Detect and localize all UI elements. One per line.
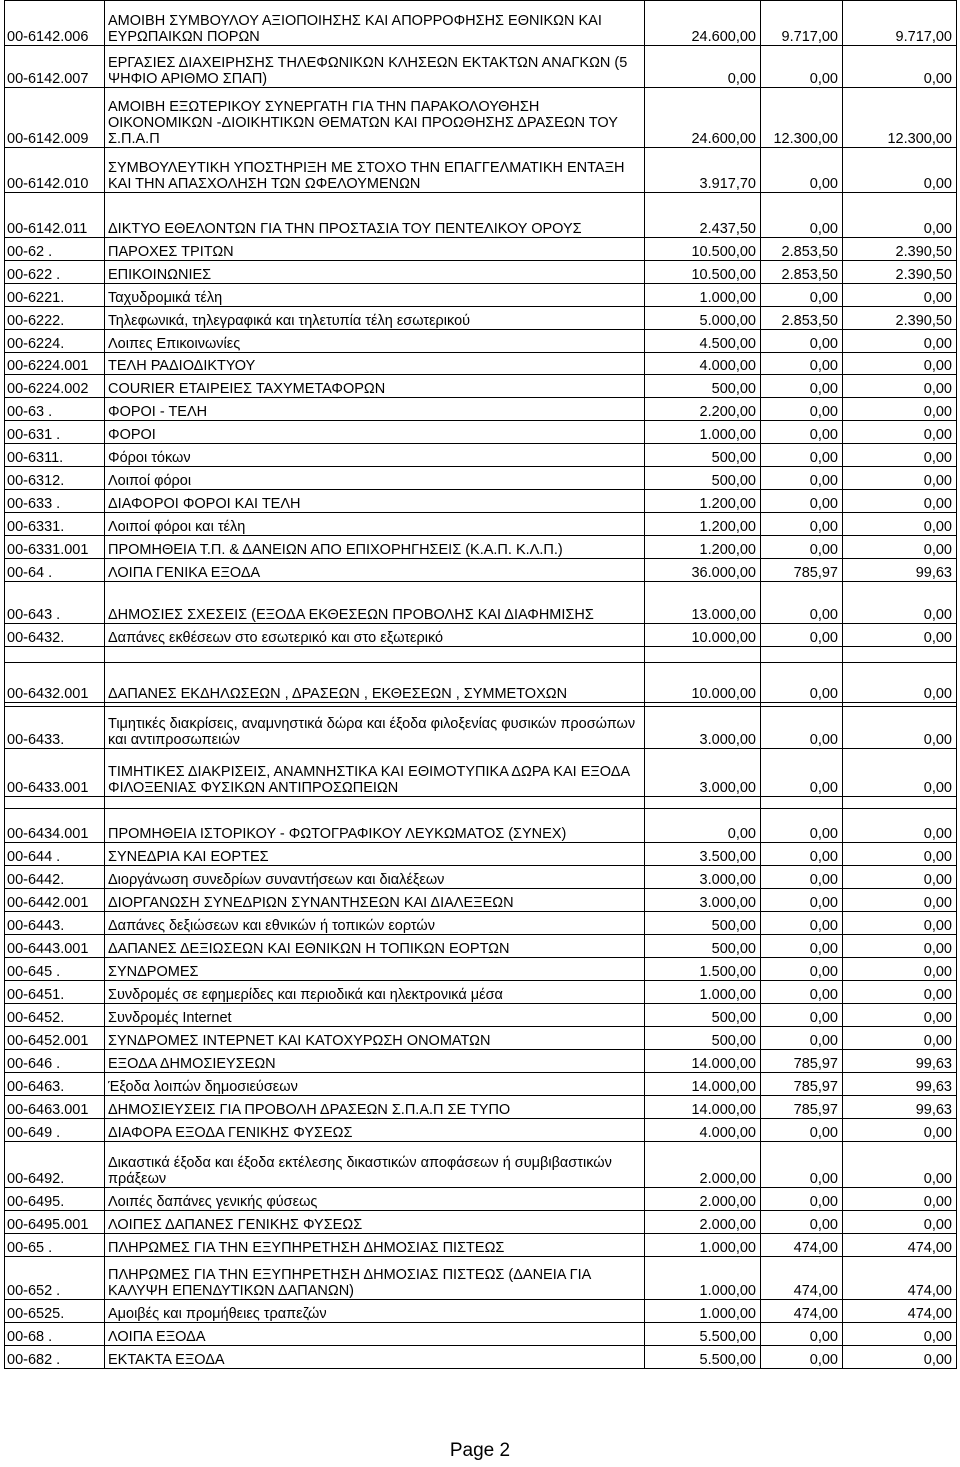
table-row <box>5 866 957 889</box>
account-description: COURIER ΕΤΑΙΡΕΙΕΣ ΤΑΧΥΜΕΤΑΦΟΡΩΝ <box>105 375 645 398</box>
account-description: ΕΡΓΑΣΙΕΣ ΔΙΑΧΕΙΡΗΣΗΣ ΤΗΛΕΦΩΝΙΚΩΝ ΚΛΗΣΕΩΝ ΕΚΤΑΚΤΩΝ ΑΝΑΓΚΩΝ (5 ΨΗΦΙΟ ΑΡΙΘΜΟ ΣΠΑΠ) <box>105 46 645 88</box>
amount-paid: 0,00 <box>843 1004 957 1027</box>
account-description: ΕΞΟΔΑ ΔΗΜΟΣΙΕΥΣΕΩΝ <box>105 1050 645 1073</box>
amount-paid: 0,00 <box>843 582 957 624</box>
account-code: 00-6142.007 <box>5 46 105 88</box>
amount-committed: 474,00 <box>761 1257 843 1300</box>
table-row <box>5 1119 957 1142</box>
table-row <box>5 912 957 935</box>
amount-budgeted: 500,00 <box>645 375 761 398</box>
table-row <box>5 935 957 958</box>
table-row <box>5 193 957 238</box>
account-description: ΠΑΡΟΧΕΣ ΤΡΙΤΩΝ <box>105 238 645 261</box>
amount-paid: 0,00 <box>843 843 957 866</box>
amount-budgeted: 5.500,00 <box>645 1346 761 1369</box>
account-code: 00-6452. <box>5 1004 105 1027</box>
account-description: ΔΑΠΑΝΕΣ ΔΕΞΙΩΣΕΩΝ ΚΑΙ ΕΘΝΙΚΩΝ Η ΤΟΠΙΚΩΝ ΕΟΡΤΩΝ <box>105 935 645 958</box>
account-description: ΣΥΜΒΟΥΛΕΥΤΙΚΗ ΥΠΟΣΤΗΡΙΞΗ ΜΕ ΣΤΟΧΟ ΤΗΝ ΕΠΑΓΓΕΛΜΑΤΙΚΗ ΕΝΤΑΞΗ ΚΑΙ ΤΗΝ ΑΠΑΣΧΟΛΗΣΗ ΤΩΝ ΩΦΕΛΟΥΜΕΝΩΝ <box>105 148 645 193</box>
table-row <box>5 353 957 375</box>
table-row <box>5 889 957 912</box>
table-row <box>5 582 957 624</box>
amount-committed: 785,97 <box>761 559 843 582</box>
table-row <box>5 809 957 843</box>
amount-paid: 0,00 <box>843 663 957 703</box>
amount-committed: 0,00 <box>761 284 843 307</box>
table-row <box>5 490 957 513</box>
amount-budgeted: 5.500,00 <box>645 1323 761 1346</box>
account-code: 00-6463. <box>5 1073 105 1096</box>
table-row <box>5 536 957 559</box>
amount-committed: 0,00 <box>761 1142 843 1188</box>
amount-budgeted: 14.000,00 <box>645 1073 761 1096</box>
amount-budgeted: 1.500,00 <box>645 958 761 981</box>
account-description: ΔΑΠΑΝΕΣ ΕΚΔΗΛΩΣΕΩΝ , ΔΡΑΣΕΩΝ , ΕΚΘΕΣΕΩΝ , ΣΥΜΜΕΤΟΧΩΝ <box>105 663 645 703</box>
account-code: 00-633 . <box>5 490 105 513</box>
table-row <box>5 88 957 148</box>
account-code: 00-6331.001 <box>5 536 105 559</box>
amount-paid: 0,00 <box>843 889 957 912</box>
account-code: 00-644 . <box>5 843 105 866</box>
amount-budgeted: 1.000,00 <box>645 1300 761 1323</box>
account-code: 00-6142.011 <box>5 193 105 238</box>
account-code: 00-6443.001 <box>5 935 105 958</box>
amount-committed: 0,00 <box>761 749 843 797</box>
amount-paid: 2.390,50 <box>843 238 957 261</box>
empty-cell <box>105 647 645 663</box>
account-code: 00-62 . <box>5 238 105 261</box>
amount-committed: 0,00 <box>761 148 843 193</box>
amount-committed: 474,00 <box>761 1300 843 1323</box>
amount-budgeted: 1.000,00 <box>645 284 761 307</box>
amount-paid: 99,63 <box>843 1073 957 1096</box>
amount-committed: 0,00 <box>761 46 843 88</box>
amount-paid: 0,00 <box>843 193 957 238</box>
amount-paid: 0,00 <box>843 624 957 647</box>
account-code: 00-63 . <box>5 398 105 421</box>
amount-budgeted: 1.200,00 <box>645 513 761 536</box>
amount-committed: 0,00 <box>761 707 843 749</box>
account-code: 00-6142.006 <box>5 1 105 46</box>
amount-budgeted: 2.000,00 <box>645 1211 761 1234</box>
amount-committed: 2.853,50 <box>761 307 843 330</box>
amount-paid: 0,00 <box>843 467 957 490</box>
amount-budgeted: 500,00 <box>645 467 761 490</box>
amount-committed: 0,00 <box>761 536 843 559</box>
amount-budgeted: 14.000,00 <box>645 1050 761 1073</box>
account-description: Τηλεφωνικά, τηλεγραφικά και τηλετυπία τέλη εσωτερικού <box>105 307 645 330</box>
amount-committed: 0,00 <box>761 958 843 981</box>
amount-paid: 0,00 <box>843 148 957 193</box>
table-row <box>5 624 957 647</box>
amount-budgeted: 13.000,00 <box>645 582 761 624</box>
amount-committed: 0,00 <box>761 330 843 353</box>
amount-committed: 0,00 <box>761 1323 843 1346</box>
amount-committed: 2.853,50 <box>761 238 843 261</box>
account-description: ΛΟΙΠΑ ΕΞΟΔΑ <box>105 1323 645 1346</box>
amount-committed: 0,00 <box>761 866 843 889</box>
amount-paid: 474,00 <box>843 1257 957 1300</box>
table-row <box>5 1027 957 1050</box>
amount-committed: 2.853,50 <box>761 261 843 284</box>
table-row <box>5 559 957 582</box>
account-description: ΣΥΝΔΡΟΜΕΣ <box>105 958 645 981</box>
empty-cell <box>843 647 957 663</box>
amount-committed: 785,97 <box>761 1073 843 1096</box>
table-row <box>5 261 957 284</box>
account-description: Φόροι τόκων <box>105 444 645 467</box>
amount-committed: 12.300,00 <box>761 88 843 148</box>
table-row <box>5 663 957 703</box>
amount-committed: 0,00 <box>761 1119 843 1142</box>
account-code: 00-6224. <box>5 330 105 353</box>
account-code: 00-643 . <box>5 582 105 624</box>
table-row <box>5 1323 957 1346</box>
account-code: 00-68 . <box>5 1323 105 1346</box>
account-code: 00-6142.009 <box>5 88 105 148</box>
account-code: 00-652 . <box>5 1257 105 1300</box>
account-description: ΤΕΛΗ ΡΑΔΙΟΔΙΚΤΥΟΥ <box>105 353 645 375</box>
amount-budgeted: 3.000,00 <box>645 749 761 797</box>
amount-paid: 474,00 <box>843 1300 957 1323</box>
account-description: Τιμητικές διακρίσεις, αναμνηστικά δώρα και έξοδα φιλοξενίας φυσικών προσώπων και αντιπροσωπειών <box>105 707 645 749</box>
amount-paid: 0,00 <box>843 1211 957 1234</box>
amount-budgeted: 3.000,00 <box>645 866 761 889</box>
account-description: Λοιπες Επικοινωνίες <box>105 330 645 353</box>
table-row <box>5 467 957 490</box>
account-description: Ταχυδρομικά τέλη <box>105 284 645 307</box>
amount-committed: 474,00 <box>761 1234 843 1257</box>
amount-budgeted: 3.000,00 <box>645 889 761 912</box>
account-code: 00-6432.001 <box>5 663 105 703</box>
amount-paid: 0,00 <box>843 912 957 935</box>
amount-paid: 0,00 <box>843 46 957 88</box>
table-row <box>5 1257 957 1300</box>
amount-committed: 0,00 <box>761 513 843 536</box>
amount-committed: 0,00 <box>761 193 843 238</box>
amount-committed: 0,00 <box>761 1027 843 1050</box>
table-row <box>5 307 957 330</box>
amount-committed: 0,00 <box>761 421 843 444</box>
amount-paid: 0,00 <box>843 490 957 513</box>
account-description: ΠΡΟΜΗΘΕΙΑ Τ.Π. & ΔΑΝΕΙΩΝ ΑΠΟ ΕΠΙΧΟΡΗΓΗΣΕΙΣ (Κ.Α.Π. Κ.Λ.Π.) <box>105 536 645 559</box>
account-description: ΔΙΚΤΥΟ ΕΘΕΛΟΝΤΩΝ ΓΙΑ ΤΗΝ ΠΡΟΣΤΑΣΙΑ ΤΟΥ ΠΕΝΤΕΛΙΚΟΥ ΟΡΟΥΣ <box>105 193 645 238</box>
account-description: Λοιποί φόροι <box>105 467 645 490</box>
account-code: 00-649 . <box>5 1119 105 1142</box>
account-code: 00-6442.001 <box>5 889 105 912</box>
amount-budgeted: 2.200,00 <box>645 398 761 421</box>
amount-committed: 0,00 <box>761 398 843 421</box>
amount-budgeted: 4.000,00 <box>645 353 761 375</box>
table-row <box>5 238 957 261</box>
account-code: 00-6433.001 <box>5 749 105 797</box>
budget-table-body <box>5 1 957 1369</box>
amount-budgeted: 2.000,00 <box>645 1142 761 1188</box>
amount-budgeted: 3.917,70 <box>645 148 761 193</box>
account-code: 00-682 . <box>5 1346 105 1369</box>
amount-paid: 0,00 <box>843 536 957 559</box>
account-description: ΔΗΜΟΣΙΕΥΣΕΙΣ ΓΙΑ ΠΡΟΒΟΛΗ ΔΡΑΣΕΩΝ Σ.Π.Α.Π ΣΕ ΤΥΠΟ <box>105 1096 645 1119</box>
amount-budgeted: 4.000,00 <box>645 1119 761 1142</box>
amount-paid: 2.390,50 <box>843 261 957 284</box>
account-description: Έξοδα λοιπών δημοσιεύσεων <box>105 1073 645 1096</box>
amount-paid: 12.300,00 <box>843 88 957 148</box>
table-row <box>5 1188 957 1211</box>
amount-budgeted: 0,00 <box>645 46 761 88</box>
table-row <box>5 398 957 421</box>
table-row <box>5 1211 957 1234</box>
account-description: ΛΟΙΠΑ ΓΕΝΙΚΑ ΕΞΟΔΑ <box>105 559 645 582</box>
table-row <box>5 843 957 866</box>
account-code: 00-631 . <box>5 421 105 444</box>
amount-budgeted: 10.500,00 <box>645 238 761 261</box>
amount-committed: 0,00 <box>761 935 843 958</box>
table-row <box>5 1300 957 1323</box>
account-code: 00-6495.001 <box>5 1211 105 1234</box>
table-row <box>5 148 957 193</box>
account-code: 00-645 . <box>5 958 105 981</box>
amount-paid: 0,00 <box>843 1323 957 1346</box>
empty-cell <box>645 647 761 663</box>
amount-committed: 0,00 <box>761 843 843 866</box>
empty-cell <box>761 797 843 809</box>
table-row <box>5 375 957 398</box>
amount-committed: 9.717,00 <box>761 1 843 46</box>
account-description: Λοιποί φόροι και τέλη <box>105 513 645 536</box>
amount-paid: 99,63 <box>843 1050 957 1073</box>
row-gap <box>5 647 957 663</box>
amount-budgeted: 4.500,00 <box>645 330 761 353</box>
empty-cell <box>761 647 843 663</box>
amount-budgeted: 3.500,00 <box>645 843 761 866</box>
amount-paid: 0,00 <box>843 1027 957 1050</box>
table-row <box>5 1073 957 1096</box>
table-row <box>5 958 957 981</box>
account-code: 00-622 . <box>5 261 105 284</box>
account-code: 00-6432. <box>5 624 105 647</box>
amount-paid: 2.390,50 <box>843 307 957 330</box>
empty-cell <box>5 797 105 809</box>
amount-committed: 0,00 <box>761 375 843 398</box>
amount-paid: 9.717,00 <box>843 1 957 46</box>
table-row <box>5 513 957 536</box>
account-code: 00-6311. <box>5 444 105 467</box>
amount-budgeted: 1.000,00 <box>645 1257 761 1300</box>
account-description: ΣΥΝΕΔΡΙΑ ΚΑΙ ΕΟΡΤΕΣ <box>105 843 645 866</box>
amount-committed: 0,00 <box>761 582 843 624</box>
table-row <box>5 749 957 797</box>
amount-budgeted: 24.600,00 <box>645 1 761 46</box>
amount-committed: 0,00 <box>761 663 843 703</box>
amount-budgeted: 10.000,00 <box>645 663 761 703</box>
amount-paid: 99,63 <box>843 1096 957 1119</box>
amount-committed: 0,00 <box>761 353 843 375</box>
table-row <box>5 284 957 307</box>
amount-budgeted: 500,00 <box>645 1027 761 1050</box>
amount-paid: 0,00 <box>843 513 957 536</box>
account-code: 00-6434.001 <box>5 809 105 843</box>
account-code: 00-6142.010 <box>5 148 105 193</box>
account-description: ΠΛΗΡΩΜΕΣ ΓΙΑ ΤΗΝ ΕΞΥΠΗΡΕΤΗΣΗ ΔΗΜΟΣΙΑΣ ΠΙΣΤΕΩΣ <box>105 1234 645 1257</box>
amount-budgeted: 1.000,00 <box>645 421 761 444</box>
account-description: Δαπάνες εκθέσεων στο εσωτερικό και στο εξωτερικό <box>105 624 645 647</box>
account-code: 00-6433. <box>5 707 105 749</box>
account-description: ΠΡΟΜΗΘΕΙΑ ΙΣΤΟΡΙΚΟΥ - ΦΩΤΟΓΡΑΦΙΚΟΥ ΛΕΥΚΩΜΑΤΟΣ (ΣΥΝΕΧ) <box>105 809 645 843</box>
row-gap <box>5 797 957 809</box>
amount-paid: 0,00 <box>843 981 957 1004</box>
amount-paid: 0,00 <box>843 958 957 981</box>
account-code: 00-6525. <box>5 1300 105 1323</box>
amount-budgeted: 2.000,00 <box>645 1188 761 1211</box>
amount-budgeted: 500,00 <box>645 1004 761 1027</box>
table-row <box>5 1 957 46</box>
amount-paid: 99,63 <box>843 559 957 582</box>
amount-committed: 0,00 <box>761 467 843 490</box>
account-code: 00-6312. <box>5 467 105 490</box>
empty-cell <box>5 647 105 663</box>
account-code: 00-6222. <box>5 307 105 330</box>
account-description: ΦΟΡΟΙ - ΤΕΛΗ <box>105 398 645 421</box>
table-row <box>5 1142 957 1188</box>
amount-budgeted: 24.600,00 <box>645 88 761 148</box>
account-description: Λοιπές δαπάνες γενικής φύσεως <box>105 1188 645 1211</box>
table-row <box>5 46 957 88</box>
account-code: 00-646 . <box>5 1050 105 1073</box>
table-row <box>5 981 957 1004</box>
amount-committed: 0,00 <box>761 490 843 513</box>
account-code: 00-6224.001 <box>5 353 105 375</box>
amount-committed: 0,00 <box>761 624 843 647</box>
amount-paid: 0,00 <box>843 749 957 797</box>
amount-committed: 0,00 <box>761 809 843 843</box>
amount-budgeted: 10.500,00 <box>645 261 761 284</box>
account-description: ΑΜΟΙΒΗ ΕΞΩΤΕΡΙΚΟΥ ΣΥΝΕΡΓΑΤΗ ΓΙΑ ΤΗΝ ΠΑΡΑΚΟΛΟΥΘΗΣΗ ΟΙΚΟΝΟΜΙΚΩΝ -ΔΙΟΙΚΗΤΙΚΩΝ ΘΕΜΑΤΩΝ ΚΑΙ ΠΡΟΩΘΗΣΗΣ ΔΡΑΣΕΩΝ ΤΟΥ Σ.Π.Α.Π <box>105 88 645 148</box>
account-description: Δαπάνες δεξιώσεων και εθνικών ή τοπικών εορτών <box>105 912 645 935</box>
table-row <box>5 1234 957 1257</box>
budget-table <box>4 0 957 1369</box>
amount-paid: 0,00 <box>843 398 957 421</box>
amount-paid: 0,00 <box>843 1188 957 1211</box>
amount-budgeted: 36.000,00 <box>645 559 761 582</box>
amount-paid: 0,00 <box>843 866 957 889</box>
amount-budgeted: 1.200,00 <box>645 536 761 559</box>
amount-paid: 0,00 <box>843 707 957 749</box>
account-code: 00-6492. <box>5 1142 105 1188</box>
account-description: ΛΟΙΠΕΣ ΔΑΠΑΝΕΣ ΓΕΝΙΚΗΣ ΦΥΣΕΩΣ <box>105 1211 645 1234</box>
account-code: 00-6442. <box>5 866 105 889</box>
amount-committed: 0,00 <box>761 1004 843 1027</box>
amount-paid: 0,00 <box>843 935 957 958</box>
account-description: Συνδρομές σε εφημερίδες και περιοδικά και ηλεκτρονικά μέσα <box>105 981 645 1004</box>
amount-budgeted: 500,00 <box>645 912 761 935</box>
amount-paid: 0,00 <box>843 809 957 843</box>
amount-paid: 0,00 <box>843 1119 957 1142</box>
amount-budgeted: 3.000,00 <box>645 707 761 749</box>
amount-committed: 785,97 <box>761 1096 843 1119</box>
table-row <box>5 1096 957 1119</box>
amount-paid: 0,00 <box>843 284 957 307</box>
account-code: 00-6463.001 <box>5 1096 105 1119</box>
amount-budgeted: 1.000,00 <box>645 1234 761 1257</box>
account-description: ΠΛΗΡΩΜΕΣ ΓΙΑ ΤΗΝ ΕΞΥΠΗΡΕΤΗΣΗ ΔΗΜΟΣΙΑΣ ΠΙΣΤΕΩΣ (ΔΑΝΕΙΑ ΓΙΑ ΚΑΛΥΨΗ ΕΠΕΝΔΥΤΙΚΩΝ ΔΑΠΑΝΩΝ) <box>105 1257 645 1300</box>
account-description: ΦΟΡΟΙ <box>105 421 645 444</box>
account-code: 00-6495. <box>5 1188 105 1211</box>
account-description: Αμοιβές και προμήθειες τραπεζών <box>105 1300 645 1323</box>
account-code: 00-64 . <box>5 559 105 582</box>
amount-budgeted: 500,00 <box>645 935 761 958</box>
table-row <box>5 1346 957 1369</box>
table-row <box>5 421 957 444</box>
amount-budgeted: 2.437,50 <box>645 193 761 238</box>
account-code: 00-6221. <box>5 284 105 307</box>
account-description: ΑΜΟΙΒΗ ΣΥΜΒΟΥΛΟΥ ΑΞΙΟΠΟΙΗΣΗΣ ΚΑΙ ΑΠΟΡΡΟΦΗΣΗΣ ΕΘΝΙΚΩΝ ΚΑΙ ΕΥΡΩΠΑΙΚΩΝ ΠΟΡΩΝ <box>105 1 645 46</box>
empty-cell <box>843 797 957 809</box>
amount-committed: 0,00 <box>761 1188 843 1211</box>
amount-committed: 0,00 <box>761 912 843 935</box>
amount-committed: 0,00 <box>761 889 843 912</box>
amount-budgeted: 5.000,00 <box>645 307 761 330</box>
table-row <box>5 707 957 749</box>
account-description: ΕΚΤΑΚΤΑ ΕΞΟΔΑ <box>105 1346 645 1369</box>
account-description: Δικαστικά έξοδα και έξοδα εκτέλεσης δικαστικών αποφάσεων ή συμβιβαστικών πράξεων <box>105 1142 645 1188</box>
account-description: Συνδρομές Internet <box>105 1004 645 1027</box>
amount-paid: 474,00 <box>843 1234 957 1257</box>
account-code: 00-6331. <box>5 513 105 536</box>
page-number: Page 2 <box>449 1440 511 1461</box>
amount-committed: 0,00 <box>761 444 843 467</box>
amount-budgeted: 500,00 <box>645 444 761 467</box>
account-code: 00-6451. <box>5 981 105 1004</box>
amount-budgeted: 0,00 <box>645 809 761 843</box>
account-description: ΔΗΜΟΣΙΕΣ ΣΧΕΣΕΙΣ (ΕΞΟΔΑ ΕΚΘΕΣΕΩΝ ΠΡΟΒΟΛΗΣ ΚΑΙ ΔΙΑΦΗΜΙΣΗΣ <box>105 582 645 624</box>
empty-cell <box>645 797 761 809</box>
amount-committed: 785,97 <box>761 1050 843 1073</box>
amount-paid: 0,00 <box>843 1346 957 1369</box>
account-code: 00-6443. <box>5 912 105 935</box>
account-description: ΣΥΝΔΡΟΜΕΣ ΙΝΤΕΡΝΕΤ ΚΑΙ ΚΑΤΟΧΥΡΩΣΗ ΟΝΟΜΑΤΩΝ <box>105 1027 645 1050</box>
amount-paid: 0,00 <box>843 375 957 398</box>
amount-paid: 0,00 <box>843 444 957 467</box>
account-code: 00-6452.001 <box>5 1027 105 1050</box>
account-description: Διοργάνωση συνεδρίων συναντήσεων και διαλέξεων <box>105 866 645 889</box>
account-description: ΕΠΙΚΟΙΝΩΝΙΕΣ <box>105 261 645 284</box>
amount-committed: 0,00 <box>761 981 843 1004</box>
amount-budgeted: 1.000,00 <box>645 981 761 1004</box>
amount-paid: 0,00 <box>843 330 957 353</box>
amount-paid: 0,00 <box>843 1142 957 1188</box>
empty-cell <box>105 797 645 809</box>
amount-committed: 0,00 <box>761 1346 843 1369</box>
amount-paid: 0,00 <box>843 353 957 375</box>
amount-budgeted: 1.200,00 <box>645 490 761 513</box>
account-description: ΔΙΑΦΟΡΑ ΕΞΟΔΑ ΓΕΝΙΚΗΣ ΦΥΣΕΩΣ <box>105 1119 645 1142</box>
amount-budgeted: 10.000,00 <box>645 624 761 647</box>
table-row <box>5 1004 957 1027</box>
account-code: 00-65 . <box>5 1234 105 1257</box>
account-description: ΔΙΟΡΓΑΝΩΣΗ ΣΥΝΕΔΡΙΩΝ ΣΥΝΑΝΤΗΣΕΩΝ ΚΑΙ ΔΙΑΛΕΞΕΩΝ <box>105 889 645 912</box>
account-code: 00-6224.002 <box>5 375 105 398</box>
account-description: ΔΙΑΦΟΡΟΙ ΦΟΡΟΙ ΚΑΙ ΤΕΛΗ <box>105 490 645 513</box>
amount-budgeted: 14.000,00 <box>645 1096 761 1119</box>
amount-committed: 0,00 <box>761 1211 843 1234</box>
table-row <box>5 1050 957 1073</box>
account-description: ΤΙΜΗΤΙΚΕΣ ΔΙΑΚΡΙΣΕΙΣ, ΑΝΑΜΝΗΣΤΙΚΑ ΚΑΙ ΕΘΙΜΟΤΥΠΙΚΑ ΔΩΡΑ ΚΑΙ ΕΞΟΔΑ ΦΙΛΟΞΕΝΙΑΣ ΦΥΣΙΚΩΝ ΑΝΤΙΠΡΟΣΩΠΕΙΩΝ <box>105 749 645 797</box>
amount-paid: 0,00 <box>843 421 957 444</box>
table-row <box>5 330 957 353</box>
table-row <box>5 444 957 467</box>
